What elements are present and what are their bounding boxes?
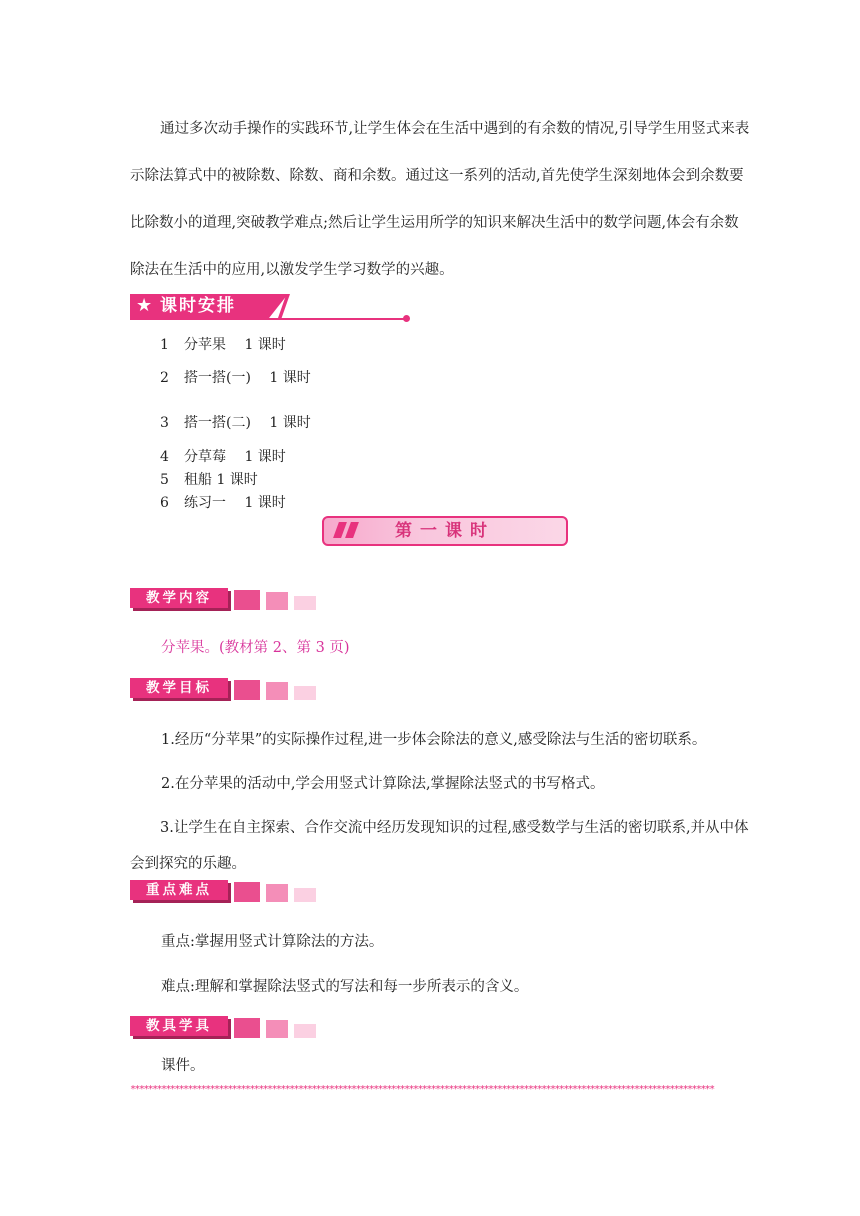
tools-text: 课件。 — [161, 1058, 205, 1074]
schedule-item — [160, 446, 286, 466]
deco-square — [294, 596, 316, 610]
lesson-title: 第一课时 — [395, 521, 495, 541]
schedule-item-number: 5 — [160, 472, 169, 488]
section-label: 教学目标 — [130, 678, 228, 698]
goal-item: 1.经历“分苹果”的实际操作过程,进一步体会除法的意义,感受除法与生活的密切联系。 — [161, 732, 707, 748]
schedule-item-number: 1 — [160, 337, 169, 353]
schedule-item — [160, 334, 286, 354]
schedule-underline — [130, 318, 406, 320]
schedule-title: 课时安排 — [160, 296, 236, 316]
schedule-item-text: 分草莓 1 课时 — [184, 449, 286, 465]
schedule-header — [130, 294, 415, 324]
schedule-item — [160, 367, 311, 387]
deco-square — [266, 1020, 288, 1038]
schedule-underline-dot — [403, 315, 410, 322]
schedule-item-text: 搭一搭(一) 1 课时 — [184, 370, 311, 386]
star-icon: ★ — [136, 295, 153, 316]
deco-square — [234, 1018, 260, 1038]
schedule-item-text: 练习一 1 课时 — [184, 495, 286, 511]
deco-square — [266, 884, 288, 902]
deco-square — [234, 680, 260, 700]
deco-square — [234, 882, 260, 902]
schedule-item-text: 租船 1 课时 — [184, 472, 258, 488]
difficulty-text: 难点:理解和掌握除法竖式的写法和每一步所表示的含义。 — [161, 979, 529, 995]
section-label: 教学内容 — [130, 588, 228, 608]
schedule-item — [160, 492, 286, 512]
deco-square — [294, 686, 316, 700]
deco-square — [234, 590, 260, 610]
key-point-text: 重点:掌握用竖式计算除法的方法。 — [161, 934, 384, 950]
schedule-item-text: 分苹果 1 课时 — [184, 337, 286, 353]
section-label: 重点难点 — [130, 880, 228, 900]
schedule-item-text: 搭一搭(二) 1 课时 — [184, 415, 311, 431]
content-text: 分苹果。(教材第 2、第 3 页) — [161, 640, 350, 656]
goal-item: 2.在分苹果的活动中,学会用竖式计算除法,掌握除法竖式的书写格式。 — [161, 776, 605, 792]
section-label: 教具学具 — [130, 1016, 228, 1036]
deco-square — [266, 682, 288, 700]
schedule-item-number: 3 — [160, 415, 169, 431]
deco-square — [266, 592, 288, 610]
schedule-item-number: 2 — [160, 370, 169, 386]
deco-square — [294, 888, 316, 902]
schedule-item — [160, 412, 311, 432]
deco-square — [294, 1024, 316, 1038]
intro-paragraph: 通过多次动手操作的实践环节,让学生体会在生活中遇到的有余数的情况,引导学生用竖式来表示除法算式中的被除数、除数、商和余数。通过这一系列的活动,首先使学生深刻地体会到余数要比除数小的道理,突破教学难点;然后让学生运用所学的知识来解决生活中的数学问题,体会有余数除法在生活中的应用,以激发学生学习数学的兴趣。 — [130, 121, 750, 278]
schedule-item-number: 6 — [160, 495, 169, 511]
lesson-banner — [322, 516, 568, 546]
star-divider: ************************************************************************************************************************************ — [130, 1084, 714, 1095]
goal-item: 3.让学生在自主探索、合作交流中经历发现知识的过程,感受数学与生活的密切联系,并从中体会到探究的乐趣。 — [130, 820, 749, 872]
schedule-item-number: 4 — [160, 449, 169, 465]
schedule-item — [160, 469, 258, 489]
